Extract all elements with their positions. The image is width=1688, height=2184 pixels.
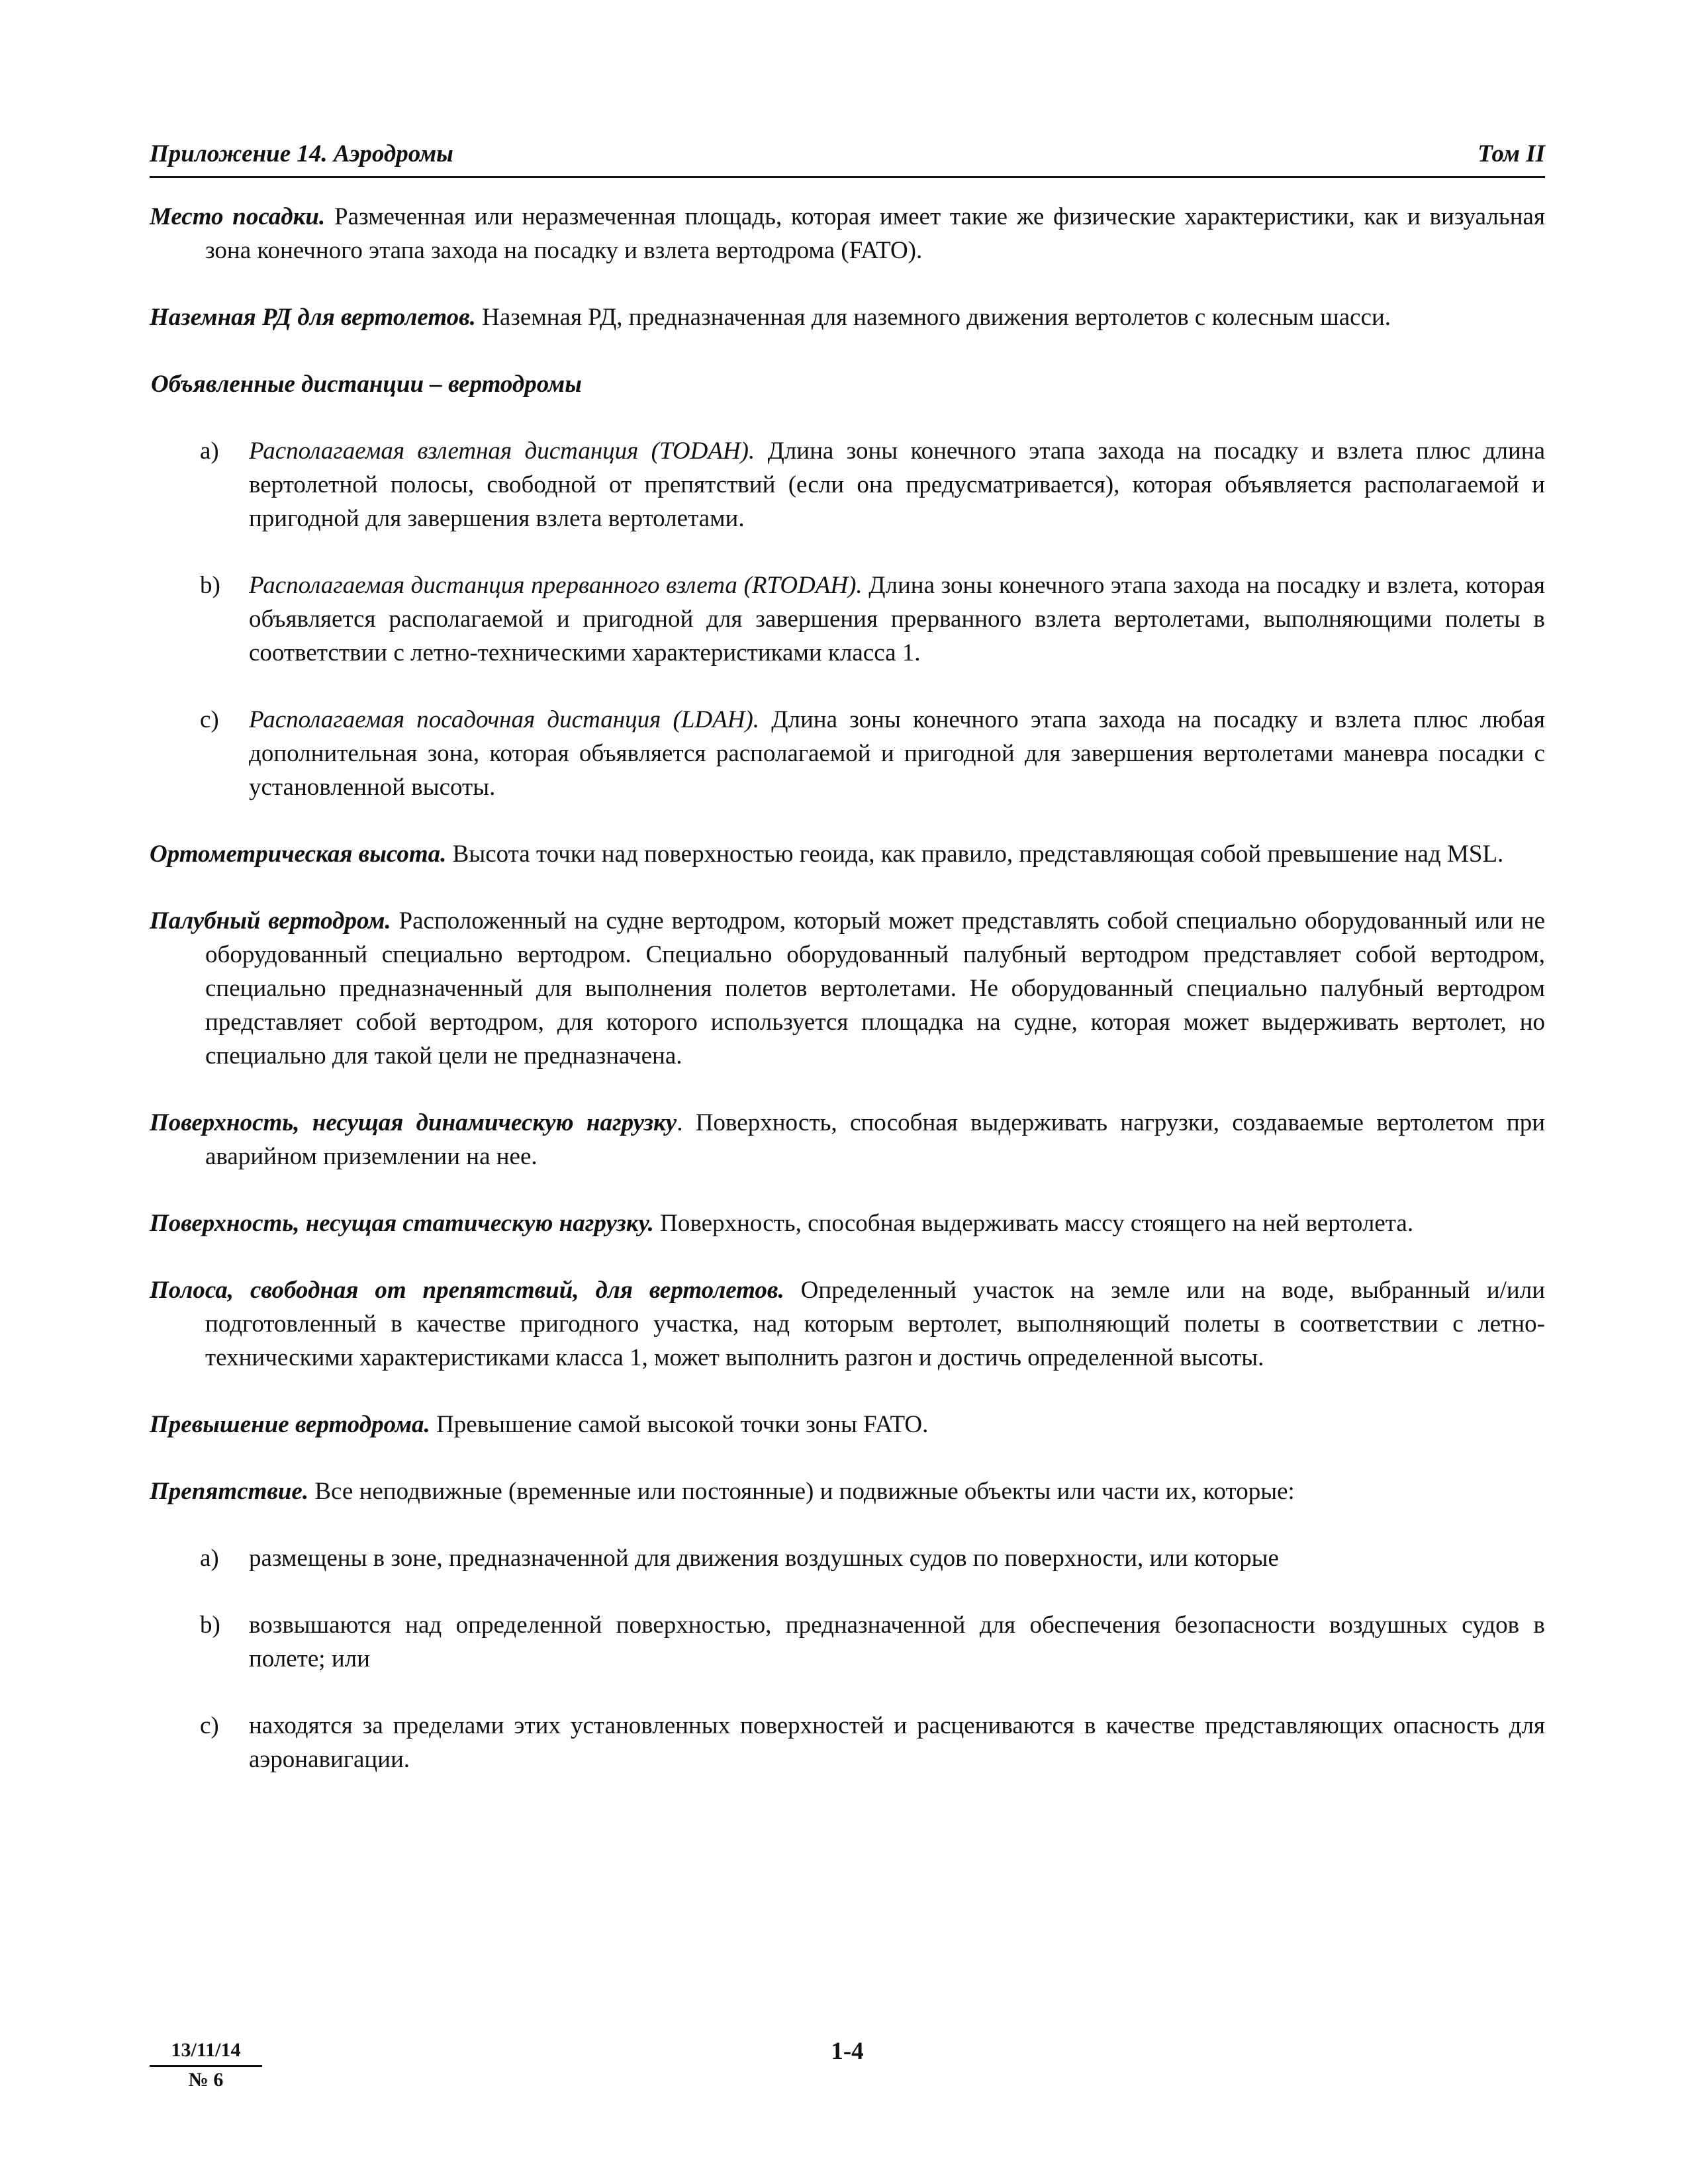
definition-term: Палубный вертодром. — [150, 907, 391, 934]
definition-text: Превышение самой высокой точки зоны FATO. — [430, 1411, 929, 1438]
obstacle-list-item-b — [150, 1608, 1545, 1676]
definition-shipboard-heliport — [150, 904, 1545, 1073]
definition-landing-place — [150, 200, 1545, 267]
definition-text: Высота точки над поверхностью геоида, как правило, представляющая собой превышение над MSL. — [446, 841, 1504, 868]
footer-amendment — [150, 2037, 262, 2093]
page-body — [150, 200, 1545, 1809]
definition-dynamic-load-surface — [150, 1106, 1545, 1173]
header-volume: Том II — [1477, 140, 1545, 167]
header-annex-title: Приложение 14. Аэродромы — [150, 140, 453, 167]
definition-heliport-elevation — [150, 1408, 1545, 1441]
list-item-term: Располагаемая дистанция прерванного взлета (RTODAH). — [249, 572, 863, 599]
definition-text: Наземная РД, предназначенная для наземного движения вертолетов с колесным шасси. — [475, 304, 1391, 331]
definition-text: Определенный участок на земле или на воде, выбранный и/или подготовленный в качестве пригодного участка, над которым вертолет, выполняющий полеты в соответствии с летно-техническими характеристиками класса 1, может выполнить разгон и достичь определенной высоты. — [205, 1277, 1545, 1371]
definition-term: Полоса, свободная от препятствий, для вертолетов. — [150, 1277, 784, 1304]
definition-text: Размеченная или неразмеченная площадь, которая имеет такие же физические характеристики, как и визуальная зона конечного этапа захода на посадку и взлета вертодрома (FATO). — [205, 203, 1545, 264]
definition-static-load-surface — [150, 1206, 1545, 1240]
section-heading: Объявленные дистанции – вертодромы — [151, 371, 582, 398]
obstacle-list-item-a — [150, 1541, 1545, 1575]
obstacle-list-item-c — [150, 1709, 1545, 1776]
list-item-text: Длина зоны конечного этапа захода на посадку и взлета плюс длина вертолетной полосы, свободной от препятствий (если она предусматривается), которая объявляется располагаемой и пригодной для завершения взлета вертолетами. — [249, 437, 1545, 532]
definition-term: Препятствие. — [150, 1478, 309, 1505]
definition-term: Ортометрическая высота. — [150, 841, 447, 868]
list-item-rtodah — [150, 569, 1545, 670]
list-item-label: c) — [200, 1712, 219, 1739]
definition-text: Все неподвижные (временные или постоянные) и подвижные объекты или части их, которые: — [308, 1478, 1295, 1505]
definition-term: Наземная РД для вертолетов. — [150, 304, 476, 331]
list-item-text: размещены в зоне, предназначенной для движения воздушных судов по поверхности, или которые — [249, 1545, 1279, 1572]
list-item-ldah — [150, 703, 1545, 804]
definition-obstacle — [150, 1475, 1545, 1508]
list-item-text: возвышаются над определенной поверхностью, предназначенной для обеспечения безопасности воздушных судов в полете; или — [249, 1612, 1545, 1672]
list-item-label: c) — [200, 706, 219, 733]
page-number: 1-4 — [831, 2038, 864, 2065]
list-item-label: a) — [200, 437, 219, 465]
definition-term: Превышение вертодрома. — [150, 1411, 430, 1438]
list-item-label: b) — [200, 1612, 220, 1639]
list-item-todah — [150, 434, 1545, 535]
definition-term: Поверхность, несущая динамическую нагрузку — [150, 1109, 677, 1136]
definition-term: Место посадки. — [150, 203, 326, 230]
list-item-term: Располагаемая посадочная дистанция (LDAH). — [249, 706, 760, 733]
page-header — [150, 130, 1545, 178]
definition-helicopter-clearway — [150, 1273, 1545, 1375]
footer-amendment-number: № 6 — [188, 2069, 224, 2091]
definition-text: . Поверхность, способная выдерживать нагрузки, создаваемые вертолетом при аварийном приземлении на нее. — [205, 1109, 1546, 1170]
definition-text: Поверхность, способная выдерживать массу стоящего на ней вертолета. — [653, 1210, 1414, 1237]
footer-date: 13/11/14 — [150, 2037, 262, 2067]
definition-text: Расположенный на судне вертодром, который может представлять собой специально оборудованный или не оборудованный специально вертодром. Специально оборудованный палубный вертодром представляет собой вертодром, специально предназначенный для выполнения полетов вертолетами. Не оборудованный специально палубный вертодром представляет собой вертодром, для которого используется площадка на судне, которая может выдерживать вертолет, но специально для такой цели не предназначена. — [205, 907, 1545, 1069]
definition-helicopter-ground-taxiway — [150, 300, 1545, 334]
list-item-label: a) — [200, 1545, 219, 1572]
definition-term: Поверхность, несущая статическую нагрузку. — [150, 1210, 654, 1237]
list-item-label: b) — [200, 572, 220, 599]
list-item-text: находятся за пределами этих установленных поверхностей и расцениваются в качестве представляющих опасность для аэронавигации. — [249, 1712, 1545, 1773]
list-item-text: Длина зоны конечного этапа захода на посадку и взлета плюс любая дополнительная зона, которая объявляется располагаемой и пригодной для завершения вертолетами маневра посадки с установленной высоты. — [249, 706, 1545, 801]
list-item-term: Располагаемая взлетная дистанция (TODAH). — [249, 437, 755, 465]
definition-orthometric-height — [150, 837, 1545, 871]
list-item-text: Длина зоны конечного этапа захода на посадку и взлета, которая объявляется располагаемой и пригодной для завершения прерванного взлета вертолетами, выполняющими полеты в соответствии с летно-техническими характеристиками класса 1. — [249, 572, 1546, 666]
